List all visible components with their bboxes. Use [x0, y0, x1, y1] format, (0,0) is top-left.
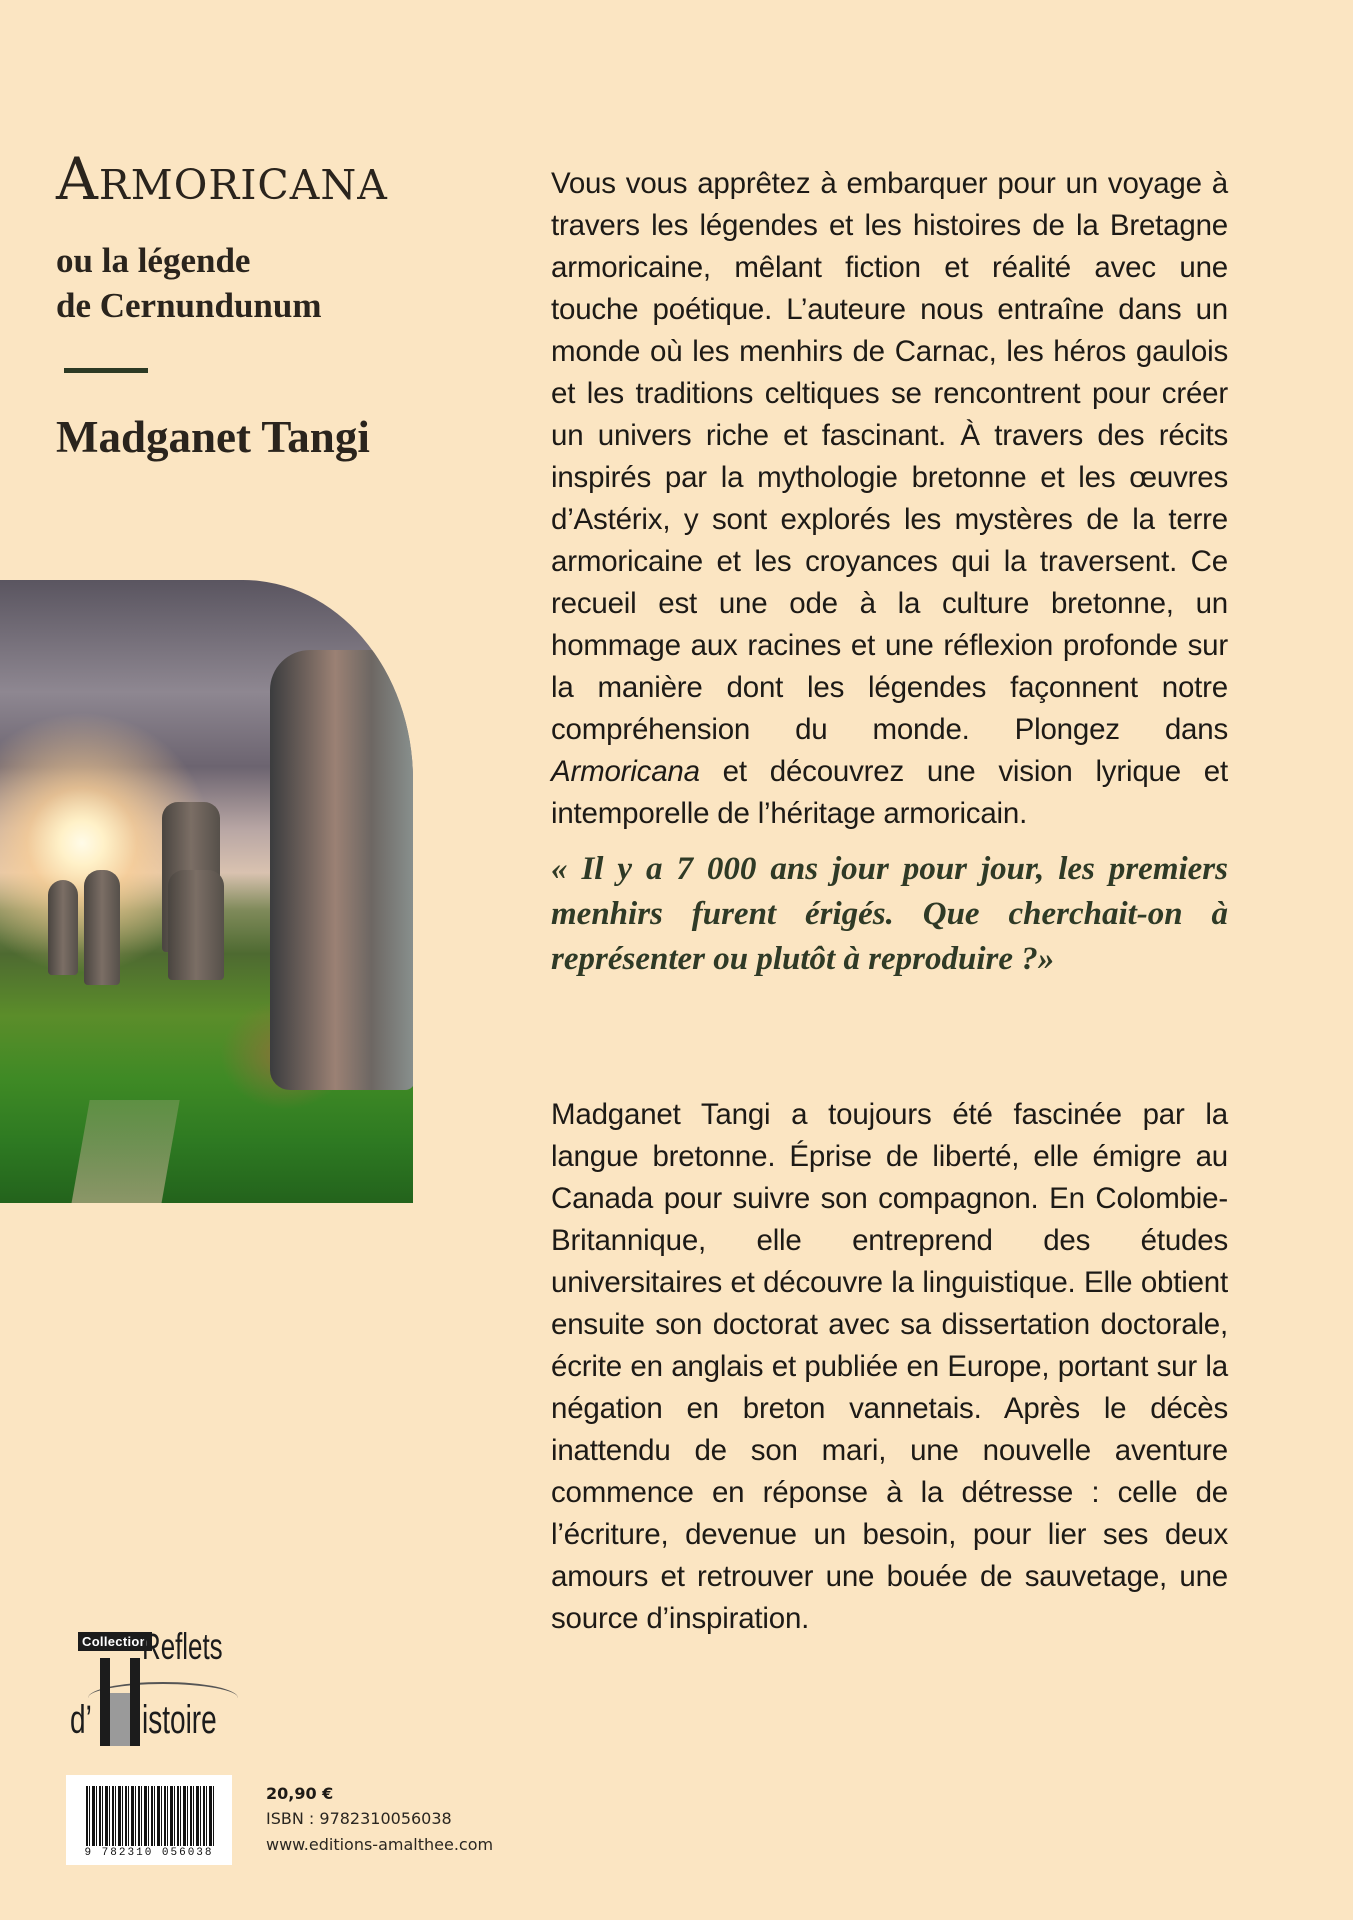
collection-logo-reflets-dhistoire — [70, 1626, 240, 1755]
pull-quote: « Il y a 7 000 ans jour pour jour, les premiers menhirs furent érigés. Que cherchait-on à représenter ou plutôt à reproduire ?» — [551, 851, 1228, 977]
barcode-bars-icon — [86, 1786, 214, 1846]
title-block — [56, 145, 496, 463]
logo-prefix: d’ — [70, 1698, 92, 1742]
subtitle-line-2: de Cernundunum — [56, 286, 322, 325]
publication-info — [266, 1782, 493, 1858]
grass-path — [70, 1100, 179, 1203]
author-name: Madganet Tangi — [56, 412, 370, 462]
barcode-number: 9 782310 056038 — [84, 1847, 214, 1859]
book-title: Armoricana — [56, 145, 388, 213]
blurb-tail: et découvrez une vision lyrique et intemporelle de l’héritage armoricain. — [551, 755, 1228, 830]
back-cover-text — [551, 163, 1228, 1640]
blurb-paragraph — [551, 163, 1228, 835]
blurb-lead: Vous vous apprêtez à embarquer pour un voyage à travers les légendes et les histoires de la Bretagne armoricaine, mêlant fiction et réalité avec une touche poétique. L’auteure nous entraîne dans un monde où les menhirs de Carnac, les héros gaulois et les traditions celtiques se rencontrent pour créer un univers riche et fascinant. À travers des récits inspirés par la mythologie bretonne et les œuvres d’Astérix, y sont explorés les mystères de la terre armoricaine et les croyances qui la traversent. Ce recueil est une ode à la culture bretonne, un hommage aux racines et une réflexion profonde sur la manière dont les légendes façonnent notre compréhension du monde. Plongez dans — [551, 167, 1228, 746]
logo-word-histoire: istoire — [142, 1698, 217, 1742]
logo-collection-badge: Collection — [78, 1632, 152, 1651]
barcode — [66, 1775, 232, 1865]
subtitle-line-1: ou la légende — [56, 241, 251, 280]
price: 20,90 € — [266, 1784, 334, 1803]
menhir-large-foreground — [270, 650, 413, 1090]
isbn: ISBN : 9782310056038 — [266, 1809, 452, 1828]
menhir-small-1 — [84, 870, 120, 985]
blurb-italic-title: Armoricana — [551, 755, 700, 788]
author-bio: Madganet Tangi a toujours été fascinée par la langue bretonne. Éprise de liberté, elle émigre au Canada pour suivre son compagnon. En Colombie-Britannique, elle entreprend des études universitaires et découvre la linguistique. Elle obtient ensuite son doctorat avec sa dissertation doctorale, écrite en anglais et publiée en Europe, portant sur la négation en breton vannetais. Après le décès inattendu de son mari, une nouvelle aventure commence en réponse à la détresse : celle de l’écriture, devenue un besoin, pour lier ses deux amours et retrouver une bouée de sauvetage, une source d’inspiration. — [551, 1098, 1228, 1635]
cover-photo-menhirs — [0, 580, 413, 1203]
logo-hourglass-h-icon — [100, 1658, 140, 1746]
logo-word-reflets: Reflets — [142, 1626, 223, 1667]
book-subtitle — [56, 238, 496, 328]
divider-rule — [64, 368, 148, 373]
publisher-website-link[interactable]: www.editions-amalthee.com — [266, 1835, 494, 1854]
menhir-small-2 — [48, 880, 78, 975]
menhir-rounded — [168, 870, 224, 980]
